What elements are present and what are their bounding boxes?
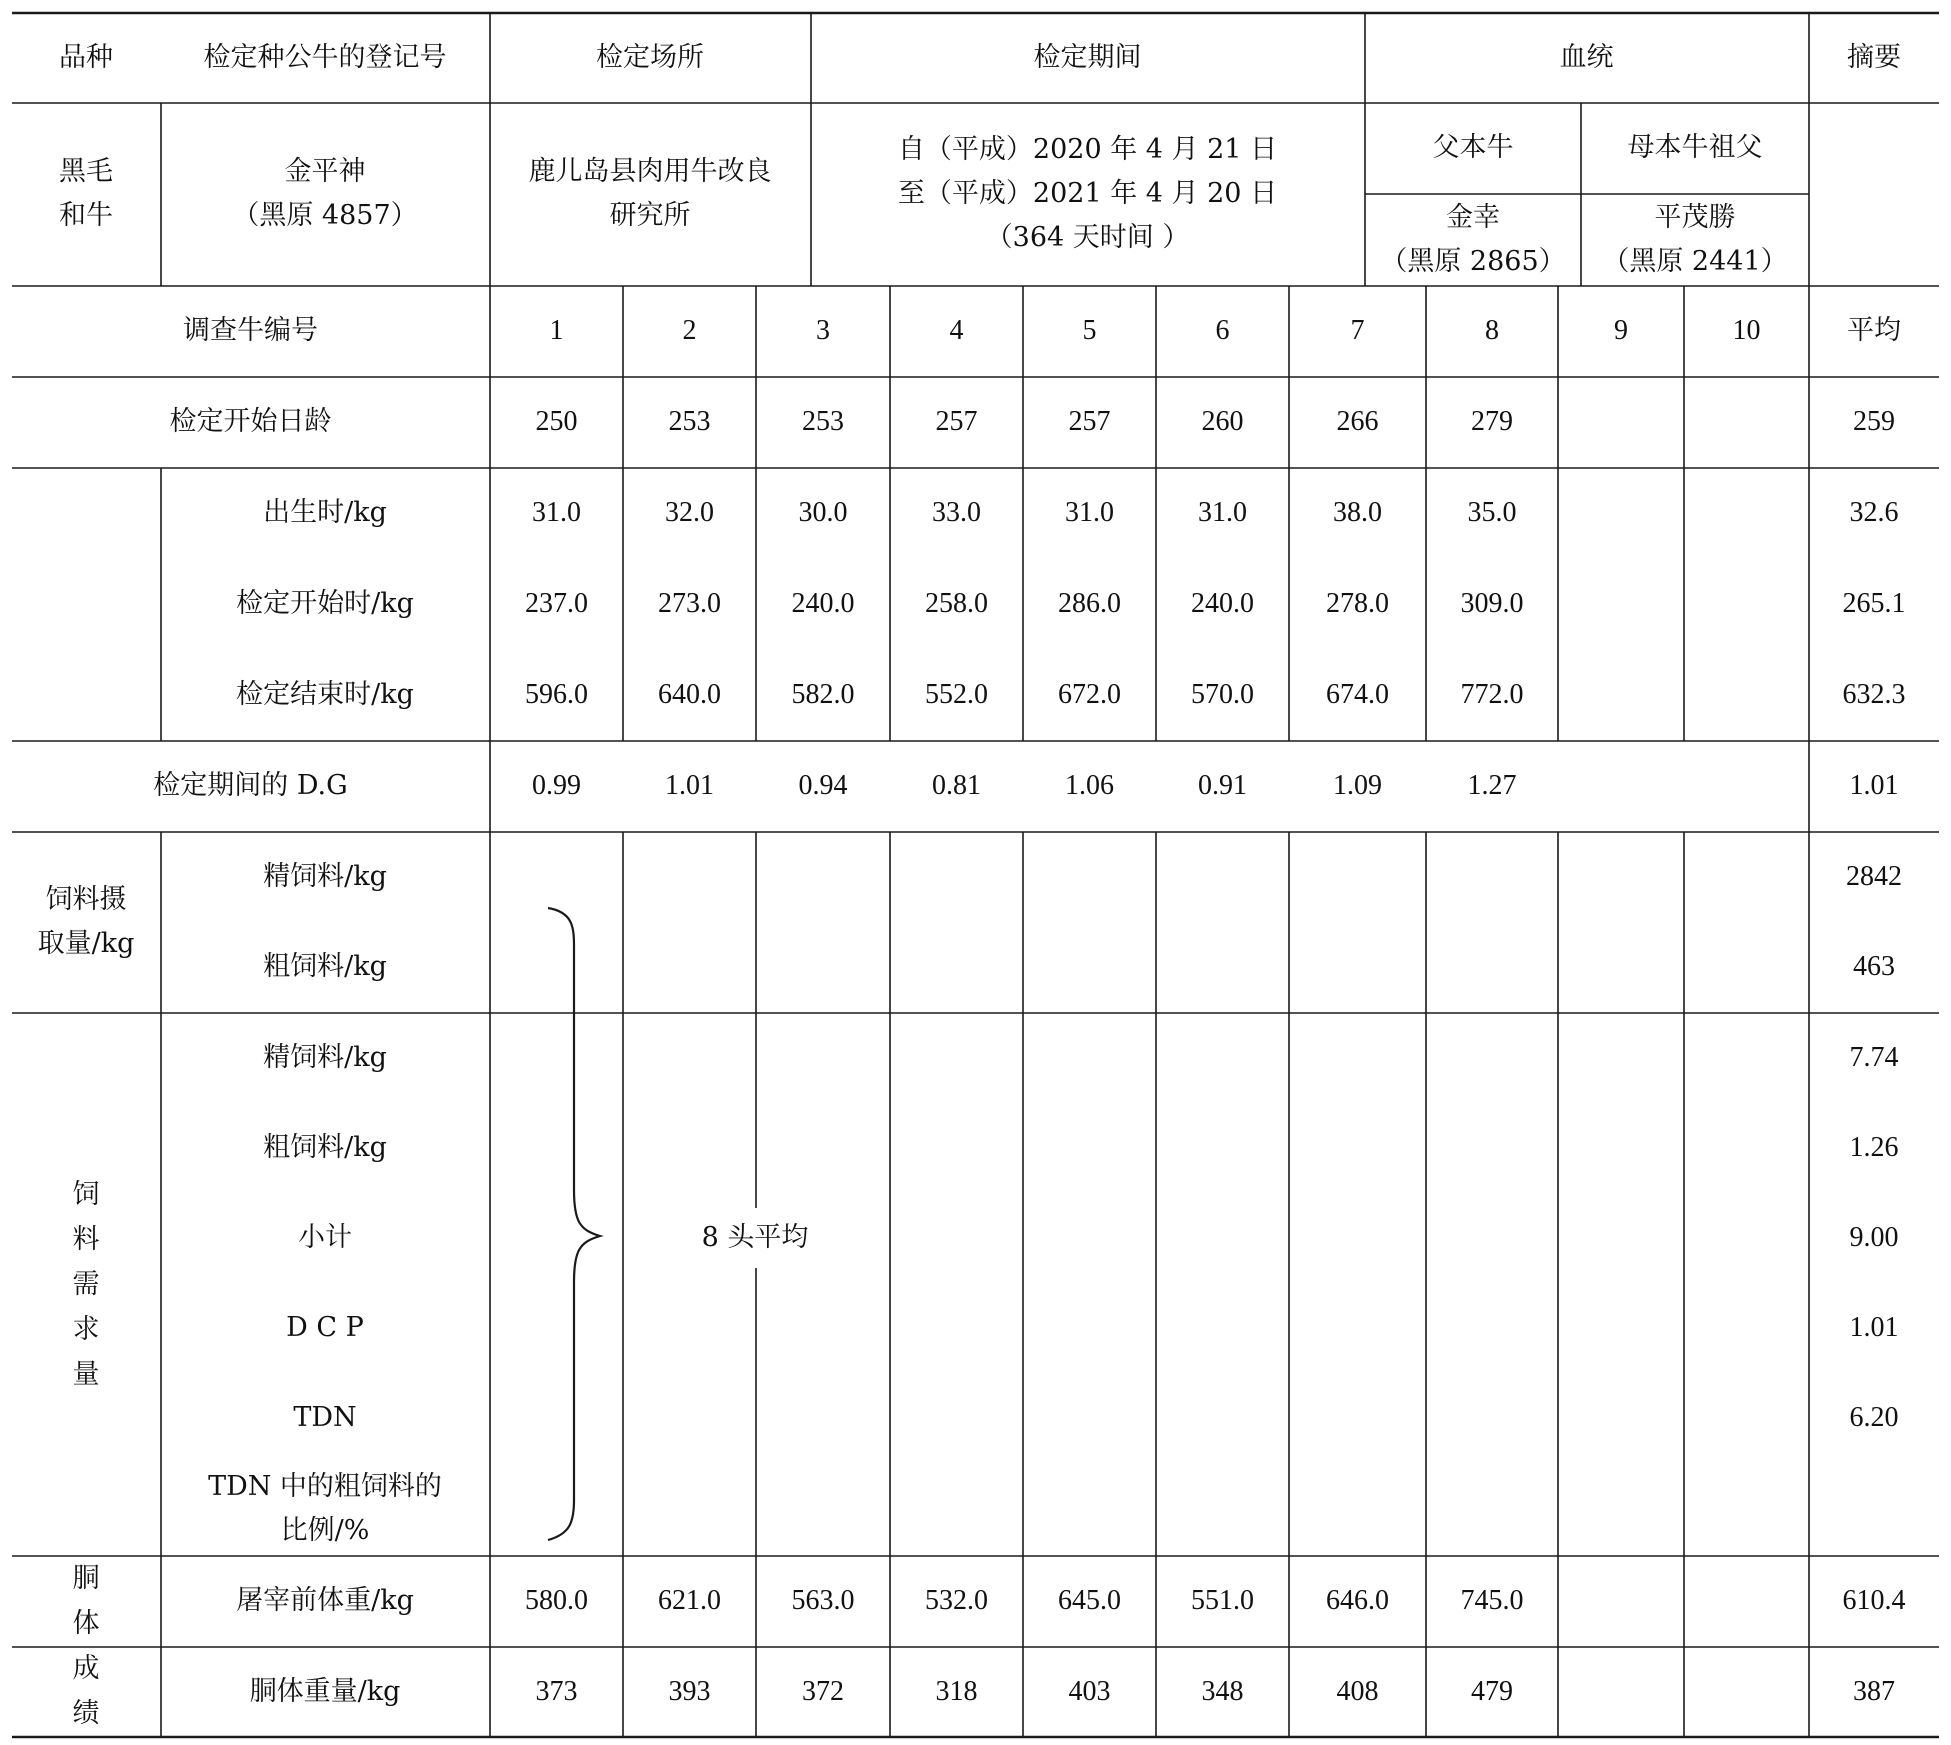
dg-cell-1: 0.99 bbox=[532, 770, 581, 801]
place-line-2: 研究所 bbox=[609, 200, 691, 231]
weight-birth-cell-6: 31.0 bbox=[1198, 497, 1247, 528]
feed-req-dcp-label: D C P bbox=[286, 1312, 364, 1343]
cattle-id-cell-1: 1 bbox=[549, 315, 564, 346]
cattle-id-cell-6: 6 bbox=[1215, 315, 1230, 346]
cattle-id-cell-7: 7 bbox=[1350, 315, 1365, 346]
eight-head-average-note: 8 头平均 bbox=[660, 1208, 850, 1268]
ratio-label-line-1: TDN 中的粗饲料的 bbox=[208, 1471, 442, 1502]
cattle-id-cell-5: 5 bbox=[1082, 315, 1097, 346]
weight-birth-cell-4: 33.0 bbox=[932, 497, 981, 528]
weight-start-cell-7: 278.0 bbox=[1326, 588, 1389, 619]
feed-intake-roughage-label: 粗饲料/kg bbox=[263, 951, 387, 982]
weight-birth-cell-5: 31.0 bbox=[1065, 497, 1114, 528]
place-line-1: 鹿儿岛县肉用牛改良 bbox=[528, 156, 772, 187]
weight-start-cell-9 bbox=[1558, 559, 1684, 649]
dg-cell-6: 0.91 bbox=[1198, 770, 1247, 801]
weight-birth-average: 32.6 bbox=[1849, 497, 1899, 528]
dg-cell-7: 1.09 bbox=[1333, 770, 1382, 801]
feed-req-concentrate-avg: 7.74 bbox=[1849, 1042, 1899, 1073]
cattle-id-cell-10: 10 bbox=[1732, 315, 1761, 346]
pre-slaughter-weight-cell-5: 645.0 bbox=[1058, 1585, 1121, 1616]
header-lineage: 血统 bbox=[1559, 42, 1614, 73]
start-age-label: 检定开始日龄 bbox=[169, 406, 332, 437]
pre-slaughter-weight-cell-9 bbox=[1558, 1556, 1684, 1646]
weight-start-cell-6: 240.0 bbox=[1191, 588, 1254, 619]
breed-line-2: 和牛 bbox=[59, 200, 113, 231]
feed-req-char-4: 求 bbox=[72, 1313, 100, 1345]
weight-end-cell-2: 640.0 bbox=[658, 679, 721, 710]
weight-birth-cell-10 bbox=[1684, 468, 1809, 558]
weight-birth-cell-8: 35.0 bbox=[1467, 497, 1517, 528]
start-age-cell-7: 266 bbox=[1336, 406, 1379, 437]
weight-end-cell-5: 672.0 bbox=[1058, 679, 1121, 710]
feed-req-subtotal-label: 小计 bbox=[298, 1222, 352, 1253]
cattle-id-cell-4: 4 bbox=[949, 315, 964, 346]
dg-cell-8: 1.27 bbox=[1467, 770, 1517, 801]
pre-slaughter-weight-average: 610.4 bbox=[1842, 1585, 1906, 1616]
pre-slaughter-weight-cell-4: 532.0 bbox=[925, 1585, 988, 1616]
sire-label: 父本牛 bbox=[1432, 132, 1514, 163]
weight-end-cell-10 bbox=[1684, 650, 1809, 740]
weight-end-cell-4: 552.0 bbox=[925, 679, 988, 710]
dg-label: 检定期间的 D.G bbox=[153, 770, 348, 801]
carcass-weight-cell-10 bbox=[1684, 1647, 1809, 1736]
dg-average: 1.01 bbox=[1849, 770, 1899, 801]
feed-req-tdn-label: TDN bbox=[293, 1402, 357, 1433]
cattle-id-label: 调查牛编号 bbox=[183, 315, 318, 346]
feed-req-tdn-roughage-ratio-label bbox=[161, 1463, 489, 1555]
carcass-weight-cell-8: 479 bbox=[1471, 1675, 1513, 1707]
start-age-average: 259 bbox=[1853, 406, 1895, 437]
weight-end-cell-3: 582.0 bbox=[791, 679, 855, 710]
feed-intake-line-1: 饲料摄 bbox=[45, 884, 127, 915]
sire-name: 金幸 bbox=[1446, 201, 1500, 233]
start-age-cell-10 bbox=[1684, 377, 1809, 467]
maternal-grandsire-reg-number: （黑原 2441） bbox=[1602, 245, 1788, 277]
header-period: 检定期间 bbox=[1033, 42, 1142, 73]
bull-reg-number: （黑原 4857） bbox=[232, 200, 418, 231]
pre-slaughter-weight-cell-10 bbox=[1684, 1556, 1809, 1646]
header-place: 检定场所 bbox=[596, 42, 704, 73]
weight-birth-cell-3: 30.0 bbox=[798, 497, 848, 528]
feed-req-char-5: 量 bbox=[72, 1358, 100, 1390]
carcass-weight-cell-9 bbox=[1558, 1647, 1684, 1736]
feed-intake-line-2: 取量/kg bbox=[37, 928, 135, 959]
carcass-weight-cell-6: 348 bbox=[1201, 1675, 1244, 1707]
feed-req-subtotal-avg: 9.00 bbox=[1849, 1222, 1899, 1253]
feed-req-concentrate-label: 精饲料/kg bbox=[263, 1042, 387, 1073]
period-to: 至（平成）2021 年 4 月 20 日 bbox=[897, 178, 1278, 209]
weight-end-cell-9 bbox=[1558, 650, 1684, 740]
feed-req-dcp-avg: 1.01 bbox=[1849, 1312, 1899, 1343]
carcass-weight-cell-7: 408 bbox=[1336, 1675, 1379, 1707]
ratio-label-line-2: 比例/% bbox=[280, 1515, 370, 1546]
feed-intake-concentrate-label: 精饲料/kg bbox=[263, 861, 387, 892]
carcass-weight-cell-2: 393 bbox=[668, 1675, 711, 1707]
carcass-char-3: 成 bbox=[72, 1653, 100, 1684]
weight-start-cell-8: 309.0 bbox=[1460, 588, 1524, 619]
pre-slaughter-weight-cell-3: 563.0 bbox=[791, 1585, 855, 1616]
feed-intake-concentrate-avg: 2842 bbox=[1846, 861, 1902, 892]
dg-cell-10 bbox=[1684, 741, 1809, 831]
weight-end-cell-8: 772.0 bbox=[1460, 679, 1524, 710]
weight-start-cell-5: 286.0 bbox=[1058, 588, 1121, 619]
cattle-id-cell-9: 9 bbox=[1614, 315, 1628, 346]
pre-slaughter-weight-cell-8: 745.0 bbox=[1460, 1585, 1524, 1616]
breed-line-1: 黑毛 bbox=[59, 156, 113, 187]
weight-start-average: 265.1 bbox=[1842, 588, 1906, 619]
bull-registration bbox=[161, 103, 489, 285]
start-age-cell-5: 257 bbox=[1068, 406, 1111, 437]
pre-slaughter-weight-label: 屠宰前体重/kg bbox=[236, 1585, 414, 1616]
test-place bbox=[490, 103, 810, 285]
maternal-grandsire-value bbox=[1582, 194, 1808, 285]
feed-req-char-2: 料 bbox=[72, 1223, 100, 1255]
carcass-char-4: 绩 bbox=[72, 1698, 100, 1729]
weight-start-cell-3: 240.0 bbox=[791, 588, 855, 619]
pre-slaughter-weight-cell-6: 551.0 bbox=[1191, 1585, 1254, 1616]
weight-birth-cell-7: 38.0 bbox=[1333, 497, 1382, 528]
sire-value bbox=[1365, 194, 1581, 285]
weight-start-cell-4: 258.0 bbox=[925, 588, 988, 619]
curly-brace-icon bbox=[548, 908, 600, 1540]
weight-end-cell-7: 674.0 bbox=[1326, 679, 1389, 710]
weight-start-cell-2: 273.0 bbox=[658, 588, 721, 619]
bull-name: 金平神 bbox=[284, 156, 366, 187]
weight-end-average: 632.3 bbox=[1842, 679, 1906, 710]
start-age-cell-8: 279 bbox=[1471, 406, 1513, 437]
period-days: （364 天时间 ） bbox=[985, 222, 1190, 253]
feed-req-roughage-label: 粗饲料/kg bbox=[263, 1132, 387, 1163]
weight-start-label: 检定开始时/kg bbox=[236, 588, 414, 619]
carcass-weight-cell-4: 318 bbox=[935, 1675, 978, 1707]
start-age-cell-4: 257 bbox=[935, 406, 978, 437]
weight-birth-cell-2: 32.0 bbox=[665, 497, 714, 528]
header-reg-no: 检定种公牛的登记号 bbox=[203, 42, 447, 73]
dg-cell-5: 1.06 bbox=[1065, 770, 1114, 801]
carcass-weight-label: 胴体重量/kg bbox=[249, 1675, 401, 1707]
weight-start-cell-10 bbox=[1684, 559, 1809, 649]
cattle-id-cell-8: 8 bbox=[1485, 315, 1499, 346]
start-age-cell-3: 253 bbox=[802, 406, 844, 437]
start-age-cell-2: 253 bbox=[668, 406, 711, 437]
pre-slaughter-weight-cell-2: 621.0 bbox=[658, 1585, 721, 1616]
carcass-weight-cell-1: 373 bbox=[535, 1675, 578, 1707]
start-age-cell-6: 260 bbox=[1201, 406, 1244, 437]
start-age-cell-9 bbox=[1558, 377, 1684, 467]
weight-end-cell-6: 570.0 bbox=[1191, 679, 1254, 710]
sire-reg-number: （黑原 2865） bbox=[1380, 245, 1566, 277]
carcass-weight-average: 387 bbox=[1853, 1675, 1895, 1707]
average-header: 平均 bbox=[1847, 315, 1901, 346]
maternal-grandsire-name: 平茂勝 bbox=[1654, 201, 1736, 233]
carcass-group bbox=[12, 1556, 160, 1736]
carcass-char-2: 体 bbox=[72, 1608, 100, 1639]
weight-birth-label: 出生时/kg bbox=[263, 497, 387, 528]
pre-slaughter-weight-cell-1: 580.0 bbox=[525, 1585, 588, 1616]
feed-req-char-1: 饲 bbox=[72, 1178, 100, 1210]
pre-slaughter-weight-cell-7: 646.0 bbox=[1326, 1585, 1389, 1616]
cattle-id-cell-3: 3 bbox=[816, 315, 830, 346]
weight-end-label: 检定结束时/kg bbox=[236, 679, 414, 710]
period-from: 自（平成）2020 年 4 月 21 日 bbox=[897, 134, 1278, 165]
maternal-grandsire-label: 母本牛祖父 bbox=[1627, 132, 1763, 163]
cattle-id-cell-2: 2 bbox=[682, 315, 697, 346]
weight-birth-cell-1: 31.0 bbox=[532, 497, 581, 528]
feed-requirement-group bbox=[12, 1013, 160, 1555]
weight-end-cell-1: 596.0 bbox=[525, 679, 588, 710]
carcass-weight-cell-3: 372 bbox=[802, 1675, 844, 1707]
dg-cell-3: 0.94 bbox=[798, 770, 848, 801]
feed-req-tdn-avg: 6.20 bbox=[1849, 1402, 1899, 1433]
dg-cell-2: 1.01 bbox=[665, 770, 714, 801]
breed-value bbox=[12, 103, 160, 285]
test-period bbox=[811, 103, 1364, 285]
weight-start-cell-1: 237.0 bbox=[525, 588, 588, 619]
feed-req-roughage-avg: 1.26 bbox=[1849, 1132, 1899, 1163]
dg-cell-4: 0.81 bbox=[932, 770, 981, 801]
feed-req-char-3: 需 bbox=[72, 1268, 100, 1300]
feed-intake-group bbox=[12, 832, 160, 1012]
carcass-char-1: 胴 bbox=[72, 1563, 100, 1594]
header-summary: 摘要 bbox=[1847, 42, 1901, 73]
feed-intake-roughage-avg: 463 bbox=[1853, 951, 1895, 982]
header-breed: 品种 bbox=[59, 42, 113, 73]
start-age-cell-1: 250 bbox=[535, 406, 578, 437]
dg-cell-9 bbox=[1558, 741, 1684, 831]
weight-birth-cell-9 bbox=[1558, 468, 1684, 558]
carcass-weight-cell-5: 403 bbox=[1068, 1675, 1111, 1707]
feed-req-ratio-avg bbox=[1809, 1463, 1939, 1555]
